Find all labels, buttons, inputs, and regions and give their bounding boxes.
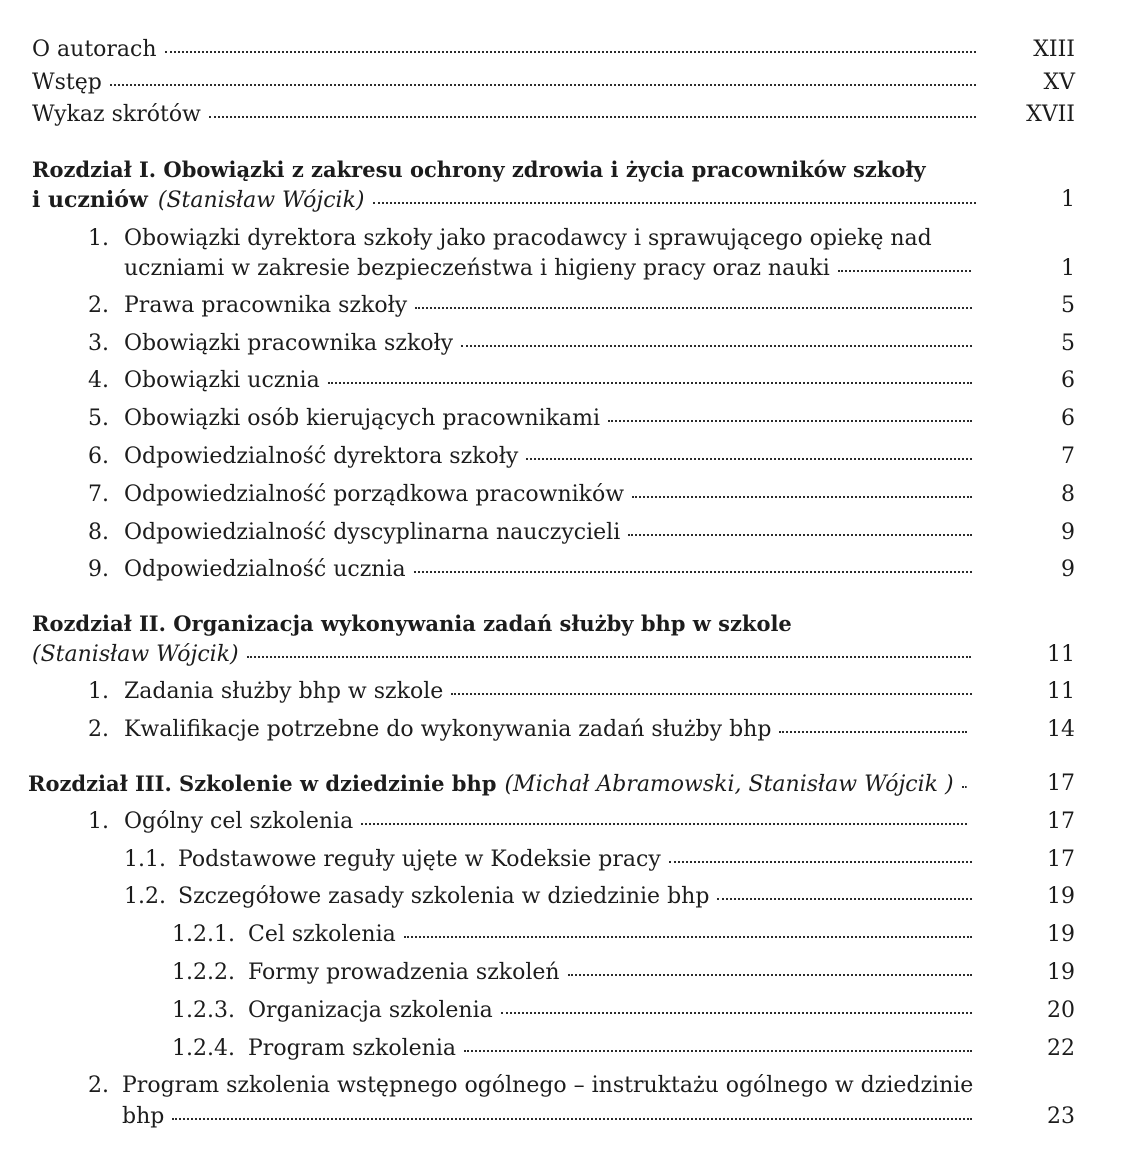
entry-number: 1. [88, 809, 109, 834]
leader-dots [415, 307, 972, 309]
toc-entry-title: Odpowiedzialność dyscyplinarna nauczycieli [124, 520, 621, 545]
toc-entry-title: Wykaz skrótów [32, 102, 201, 127]
entry-number: 7. [88, 482, 109, 507]
toc-page-number: 1 [1061, 187, 1075, 212]
chapter-heading-line[interactable] [28, 770, 973, 799]
toc-entry-title: Ogólny cel szkolenia [124, 809, 354, 834]
toc-entry-title: Cel szkolenia [248, 922, 396, 947]
toc-entry[interactable] [32, 69, 982, 97]
toc-page-number: 9 [1061, 557, 1075, 582]
entry-number: 1.2.4. [172, 1036, 235, 1061]
toc-entry[interactable] [88, 808, 973, 836]
toc-page-number: 14 [1047, 717, 1075, 742]
entry-number: 8. [88, 520, 109, 545]
toc-entry-title: O autorach [32, 37, 157, 62]
toc-entry[interactable] [88, 519, 978, 547]
toc-entry[interactable] [88, 443, 978, 471]
toc-entry[interactable] [88, 367, 978, 395]
leader-dots [962, 786, 967, 788]
toc-page-number: 8 [1061, 482, 1075, 507]
chapter-heading-line[interactable] [32, 186, 982, 215]
chapter-author: (Stanisław Wójcik) [32, 642, 239, 667]
toc-entry-continuation[interactable] [122, 1103, 978, 1131]
toc-entry-title: Odpowiedzialność dyrektora szkoły [124, 444, 519, 469]
entry-number: 2. [88, 717, 109, 742]
chapter-heading[interactable]: Rozdział I. Obowiązki z zakresu ochrony zdrowia i życia pracowników szkoły [32, 157, 926, 182]
toc-page-number: 20 [1047, 998, 1075, 1023]
toc-entry-title: Zadania służby bhp w szkole [124, 679, 444, 704]
entry-number: 1.2.3. [172, 998, 235, 1023]
toc-entry[interactable] [88, 292, 978, 320]
toc-entry-title: Wstęp [32, 70, 102, 95]
toc-page-number: 7 [1061, 444, 1075, 469]
chapter-heading-line[interactable] [32, 641, 977, 669]
leader-dots [464, 1050, 972, 1052]
leader-dots [373, 202, 976, 204]
toc-entry[interactable] [172, 921, 978, 949]
leader-dots [110, 84, 976, 86]
toc-page-number: 5 [1061, 293, 1075, 318]
toc-entry-title: Kwalifikacje potrzebne do wykonywania zadań służby bhp [124, 717, 772, 742]
toc-entry[interactable] [88, 481, 978, 509]
leader-dots [669, 861, 972, 863]
entry-number: 1.2.2. [172, 960, 235, 985]
entry-number: 5. [88, 406, 109, 431]
toc-entry[interactable] [124, 846, 978, 874]
toc-entry-title: Obowiązki ucznia [124, 368, 320, 393]
leader-dots [526, 458, 972, 460]
leader-dots [165, 51, 976, 53]
toc-entry-title: Obowiązki dyrektora szkoły jako pracodawcy i sprawującego opiekę nad [124, 226, 932, 251]
entry-number: 1.2.1. [172, 922, 235, 947]
entry-number: 2. [88, 293, 109, 318]
toc-entry[interactable] [88, 1072, 973, 1100]
chapter-heading: Rozdział III. Szkolenie w dziedzinie bhp [28, 771, 497, 796]
toc-page-number: 23 [1047, 1104, 1075, 1129]
toc-entry-title: Odpowiedzialność porządkowa pracowników [124, 482, 625, 507]
toc-page-number: 17 [1047, 771, 1075, 796]
toc-page-number: 11 [1047, 642, 1075, 667]
entry-number: 9. [88, 557, 109, 582]
entry-number: 1.1. [124, 847, 166, 872]
toc-entry[interactable] [172, 997, 978, 1025]
chapter-heading[interactable]: Rozdział II. Organizacja wykonywania zadań służby bhp w szkole [32, 611, 792, 636]
leader-dots [568, 974, 972, 976]
toc-entry-title: Odpowiedzialność ucznia [124, 557, 406, 582]
entry-number: 2. [88, 1073, 109, 1098]
toc-page-number: 1 [1061, 256, 1075, 281]
toc-entry-title: Podstawowe reguły ujęte w Kodeksie pracy [178, 847, 661, 872]
leader-dots [172, 1118, 972, 1120]
toc-page-number: 19 [1047, 922, 1075, 947]
leader-dots [501, 1012, 972, 1014]
toc-entry-title: Obowiązki pracownika szkoły [124, 331, 454, 356]
toc-entry[interactable] [88, 330, 978, 358]
toc-page-number: XIII [1033, 37, 1075, 62]
toc-entry[interactable] [32, 36, 982, 64]
chapter-author: (Michał Abramowski, Stanisław Wójcik ) [504, 772, 954, 797]
toc-entry-title: Obowiązki osób kierujących pracownikami [124, 406, 601, 431]
toc-entry-title: Program szkolenia wstępnego ogólnego – instruktażu ogólnego w dziedzinie [122, 1073, 974, 1098]
toc-page-number: 9 [1061, 520, 1075, 545]
toc-entry-title: Szczegółowe zasady szkolenia w dziedzinie bhp [178, 884, 710, 909]
toc-entry[interactable] [88, 405, 978, 433]
leader-dots [717, 898, 972, 900]
entry-number: 1. [88, 226, 109, 251]
chapter-heading-continuation: i uczniów [32, 187, 148, 213]
toc-page-number: 17 [1047, 809, 1075, 834]
toc-page-number: 6 [1061, 368, 1075, 393]
leader-dots [361, 823, 967, 825]
leader-dots [247, 656, 971, 658]
leader-dots [608, 420, 972, 422]
toc-entry[interactable] [172, 959, 978, 987]
toc-page-number: 5 [1061, 331, 1075, 356]
toc-entry-title: Program szkolenia [248, 1036, 456, 1061]
toc-entry-title: Formy prowadzenia szkoleń [248, 960, 560, 985]
entry-number: 1. [88, 679, 109, 704]
toc-page-number: XV [1043, 70, 1075, 95]
toc-page-number: 19 [1047, 960, 1075, 985]
leader-dots [628, 534, 972, 536]
leader-dots [838, 270, 971, 272]
toc-entry[interactable] [172, 1035, 978, 1063]
entry-number: 4. [88, 368, 109, 393]
toc-entry[interactable] [88, 225, 932, 253]
toc-entry[interactable] [88, 678, 978, 706]
toc-entry-continuation[interactable] [124, 255, 977, 283]
toc-entry[interactable] [88, 556, 978, 584]
entry-number: 1.2. [124, 884, 166, 909]
toc-entry[interactable] [88, 716, 973, 744]
toc-entry[interactable] [32, 101, 982, 129]
chapter-author: (Stanisław Wójcik) [157, 188, 365, 213]
toc-entry-title: Prawa pracownika szkoły [124, 293, 408, 318]
toc-entry[interactable] [124, 883, 978, 911]
entry-number: 6. [88, 444, 109, 469]
toc-page-number: 17 [1047, 847, 1075, 872]
leader-dots [404, 936, 972, 938]
leader-dots [414, 571, 972, 573]
leader-dots [461, 345, 972, 347]
leader-dots [451, 693, 972, 695]
toc-entry-title: Organizacja szkolenia [248, 998, 493, 1023]
toc-page-number: 22 [1047, 1036, 1075, 1061]
toc-entry-title: uczniami w zakresie bezpieczeństwa i higieny pracy oraz nauki [124, 256, 830, 281]
toc-page-number: 6 [1061, 406, 1075, 431]
toc-page-number: XVII [1026, 102, 1075, 127]
toc-page-number: 19 [1047, 884, 1075, 909]
leader-dots [328, 382, 972, 384]
entry-number: 3. [88, 331, 109, 356]
leader-dots [209, 116, 976, 118]
toc-entry-title: bhp [122, 1104, 165, 1129]
leader-dots [632, 496, 972, 498]
leader-dots [779, 731, 967, 733]
toc-page-number: 11 [1047, 679, 1075, 704]
